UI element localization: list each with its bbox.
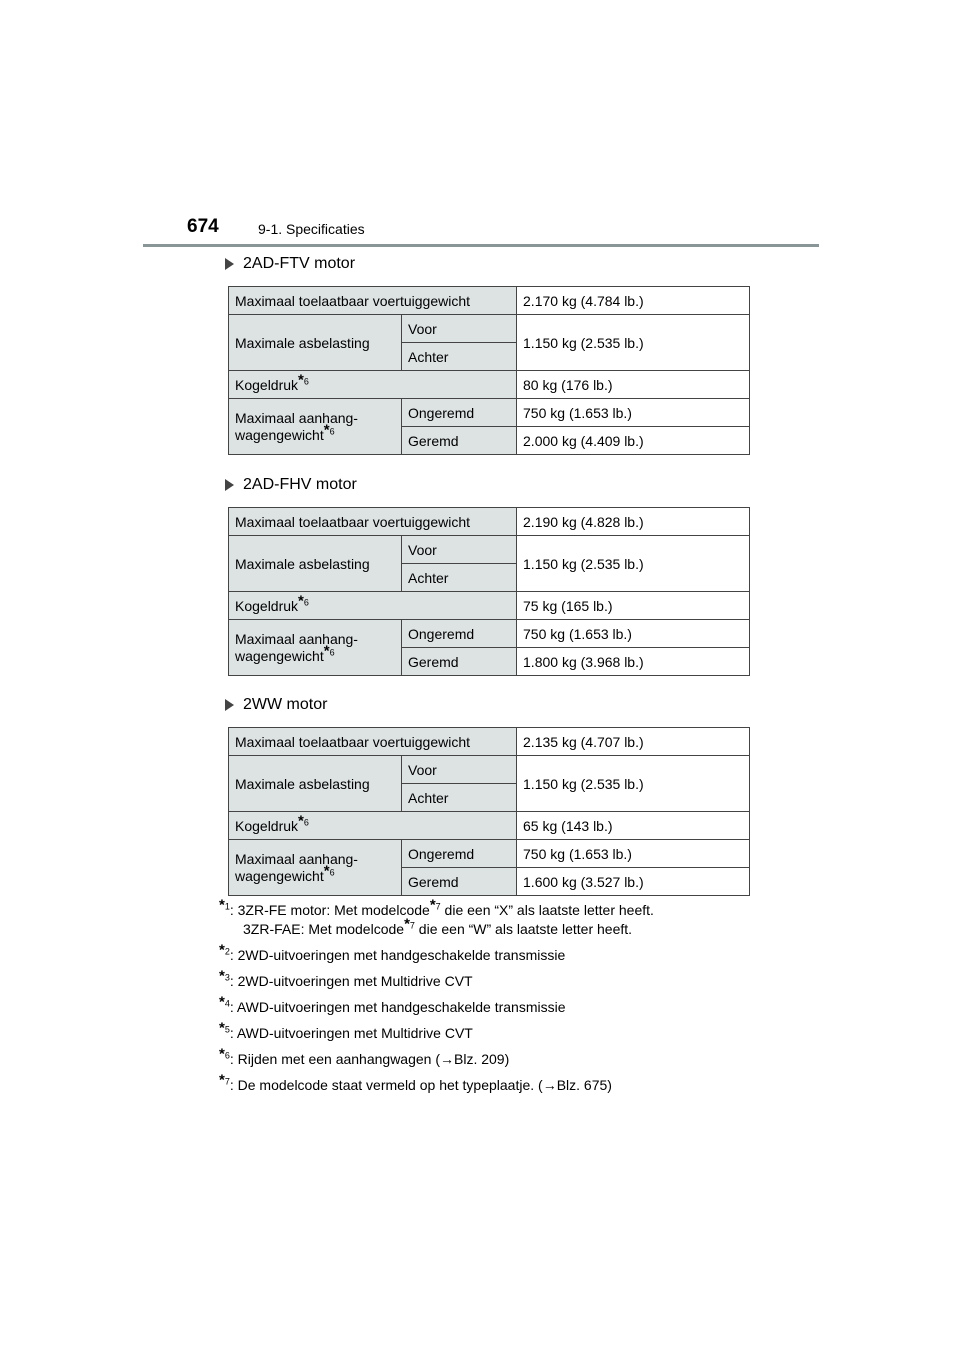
spec-table: [228, 286, 750, 455]
block-title: 2WW motor: [213, 694, 753, 716]
table-row: Maximale asbelasting Voor 1.150 kg (2.535 lb.): [229, 536, 750, 564]
footnote-2: *$^2$: 2WD-uitvoeringen met handgeschakelde transmissie: [219, 941, 566, 963]
table-row: Achter: [229, 564, 750, 592]
table-row: Maximaal toelaatbaar voertuiggewicht 2.135 kg (4.707 lb.): [229, 728, 750, 756]
table-row: Achter: [229, 343, 750, 371]
section-title: 9-1. Specificaties: [258, 221, 365, 237]
block-title: 2AD-FTV motor: [213, 253, 753, 275]
triangle-bullet-icon: [225, 258, 234, 270]
spec-table: [228, 507, 750, 676]
page-number: 674: [187, 216, 219, 237]
spec-block-2ad-ftv: [213, 253, 753, 449]
footnote-6: *$^6$: Rijden met een aanhangwagen (→Blz. 209): [219, 1045, 510, 1067]
spec-block-2ad-fhv: [213, 474, 753, 670]
footnote-1: *$^1$: 3ZR-FE motor: Met modelcode*$^7$ die een “X” als laatste letter heeft. 3ZR-FAE: Met modelcode*$^7$ die een “W” als laatste letter heeft.: [219, 896, 654, 937]
table-row: Geremd 2.000 kg (4.409 lb.): [229, 427, 750, 455]
page-header: [0, 0, 960, 250]
footnote-7: *$^7$: De modelcode staat vermeld op het typeplaatje. (→Blz. 675): [219, 1071, 612, 1093]
table-row: Maximale asbelasting Voor 1.150 kg (2.535 lb.): [229, 756, 750, 784]
table-row: Kogeldruk*$^6$ 75 kg (165 lb.): [229, 592, 750, 620]
spec-block-2ww: [213, 694, 753, 890]
table-row: Maximaal toelaatbaar voertuiggewicht 2.190 kg (4.828 lb.): [229, 508, 750, 536]
table-row: Maximale asbelasting Voor 1.150 kg (2.535 lb.): [229, 315, 750, 343]
table-row: Maximaal aanhang- wagengewicht*$^6$ Ongeremd 750 kg (1.653 lb.): [229, 840, 750, 868]
footnote-5: *$^5$: AWD-uitvoeringen met Multidrive CVT: [219, 1019, 473, 1041]
table-row: Geremd 1.800 kg (3.968 lb.): [229, 648, 750, 676]
footnotes: [219, 896, 779, 1102]
triangle-bullet-icon: [225, 479, 234, 491]
table-row: Maximaal toelaatbaar voertuiggewicht 2.170 kg (4.784 lb.): [229, 287, 750, 315]
footnote-4: *$^4$: AWD-uitvoeringen met handgeschakelde transmissie: [219, 993, 566, 1015]
block-title: 2AD-FHV motor: [213, 474, 753, 496]
spec-table: [228, 727, 750, 896]
table-row: Achter: [229, 784, 750, 812]
footnote-3: *$^3$: 2WD-uitvoeringen met Multidrive CVT: [219, 967, 473, 989]
table-row: Kogeldruk*$^6$ 65 kg (143 lb.): [229, 812, 750, 840]
table-row: Geremd 1.600 kg (3.527 lb.): [229, 868, 750, 896]
table-row: Kogeldruk*$^6$ 80 kg (176 lb.): [229, 371, 750, 399]
table-row: Maximaal aanhang- wagengewicht*$^6$ Ongeremd 750 kg (1.653 lb.): [229, 399, 750, 427]
triangle-bullet-icon: [225, 699, 234, 711]
header-divider: [143, 244, 819, 247]
table-row: Maximaal aanhang- wagengewicht*$^6$ Ongeremd 750 kg (1.653 lb.): [229, 620, 750, 648]
